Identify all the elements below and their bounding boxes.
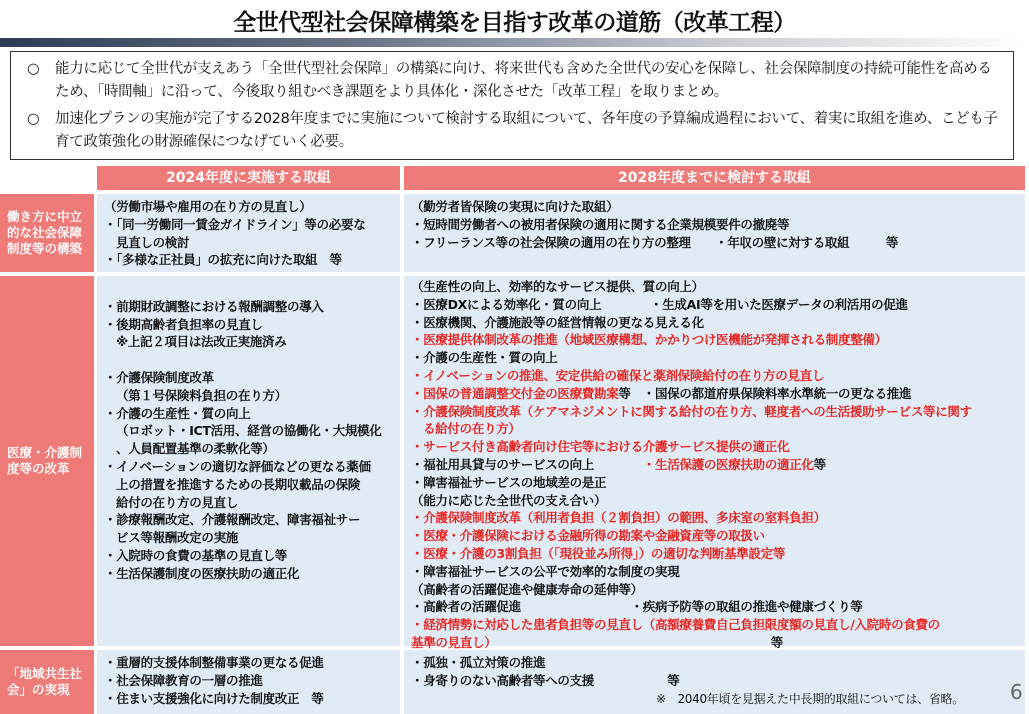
list-item: ・医療・介護保険における金融所得の勘案や金融資産等の取扱い (411, 528, 765, 544)
list-item: る給付の在り方） (423, 421, 521, 437)
list-item: ・社会保障教育の一層の推進 (104, 672, 263, 688)
list-item: （高齢者の活躍促進や健康寿命の延伸等） (411, 581, 643, 597)
list-item: ・「同一労働同一賃金ガイドライン」等の必要な (104, 216, 366, 232)
list-item: ・生活保護制度の医療扶助の適正化 (104, 565, 300, 581)
page-title: 全世代型社会保障構築を目指す改革の道筋（改革工程） (233, 10, 796, 36)
circle-bullet-icon: ○ (27, 111, 40, 127)
list-item: ・前期財政調整における報酬調整の導入 (104, 298, 324, 314)
list-item: （労働市場や雇用の在り方の見直し） (104, 199, 312, 214)
reform-table (0, 166, 1029, 714)
list-item: ・障害福祉サービスの公平で効率的な制度の実現 (411, 563, 680, 579)
page-number: 6 (1010, 680, 1023, 704)
list-item: ・住まい支援強化に向けた制度改正 等 (104, 690, 324, 706)
list-item: ・フリーランス等の社会保険の適用の在り方の整理 ・年収の壁に対する取組 等 (411, 234, 899, 250)
list-item: ・医療・介護の3割負担（「現役並み所得」）の適切な判断基準設定等 (411, 545, 786, 561)
list-item: ・身寄りのない高齢者等への支援 等 (411, 672, 680, 688)
list-item: （第１号保険料負担の在り方） (116, 387, 287, 403)
list-item: （能力に応じた全世代の支え合い） (411, 492, 607, 508)
cell-2024-medical-care (97, 276, 400, 646)
circle-bullet-icon: ○ (27, 61, 40, 77)
list-item: ・介護保険制度改革（ケアマネジメントに関する給付の在り方、軽度者への生活援助サービス等に関す (411, 403, 972, 419)
row-header-work-style: 働き方に中立的な社会保障制度等の構築 (0, 194, 94, 272)
list-item: 、人員配置基準の柔軟化等） (116, 441, 275, 457)
list-item: ・介護の生産性・質の向上 (104, 405, 251, 421)
list-item: ・介護保険制度改革 (104, 369, 214, 385)
list-item: 基準の見直し） 等 (411, 634, 783, 650)
cell-2028-work-style (404, 194, 1025, 272)
list-item: 見直しの検討 (116, 234, 190, 250)
title-underline-bar (0, 38, 1029, 47)
list-item: ・入院時の食費の基準の見直し等 (104, 547, 288, 563)
list-item: ・短時間労働者への被用者保険の適用に関する企業規模要件の撤廃等 (411, 216, 790, 232)
list-item: 上の措置を推進するための長期収載品の保険 (116, 476, 361, 492)
list-item: （勤労者皆保険の実現に向けた取組） (411, 199, 619, 214)
list-item: ・医療提供体制改革の推進（地域医療構想、かかりつけ医機能が発揮される制度整備） (411, 332, 887, 348)
summary-item (27, 58, 1003, 104)
list-item: ビス等報酬改定の実施 (116, 530, 239, 546)
list-item: ・イノベーションの推進、安定供給の確保と薬剤保険給付の在り方の見直し (411, 367, 825, 383)
summary-box (10, 51, 1014, 160)
list-item: ・イノベーションの適切な評価などの更なる薬価 (104, 458, 371, 474)
cell-2028-medical-care (404, 276, 1025, 650)
list-item (104, 351, 394, 369)
list-item: （ロボット・ICT活用、経営の協働化・大規模化 (116, 423, 382, 439)
list-item: ・「多様な正社員」の拡充に向けた取組 等 (104, 252, 342, 268)
list-item (104, 280, 394, 298)
list-item: ・診療報酬改定、介護報酬改定、障害福祉サー (104, 512, 361, 528)
summary-item (27, 108, 1003, 154)
column-header-2024: 2024年度に実施する取組 (97, 166, 400, 190)
list-item: ・医療機関、介護施設等の経営情報の更なる見える化 (411, 314, 704, 330)
summary-text: 能力に応じて全世代が支えあう「全世代型社会保障」の構築に向け、将来世代も含めた全世代の安心を保障し、社会保障制度の持続可能性を高めるため、「時間軸」に沿って、今後取り組むべき課題をより具体化・深化させた「改革工程」を取りまとめ。 (55, 61, 992, 100)
list-item: ・医療DXによる効率化・質の向上 ・生成AI等を用いた医療データの利活用の促進 (411, 296, 908, 312)
list-item: 給付の在り方の見直し (116, 494, 239, 510)
list-item: ※上記２項目は法改正実施済み (116, 334, 287, 350)
list-item: ・後期高齢者負担率の見直し (104, 316, 263, 332)
list-item: ・経済情勢に対応した患者負担等の見直し（高額療養費自己負担限度額の見直し/入院時の食費の (411, 617, 940, 633)
list-item: ・障害福祉サービスの地域差の是正 (411, 474, 607, 490)
list-item: ・サービス付き高齢者向け住宅等における介護サービス提供の適正化 (411, 439, 790, 455)
cell-2024-community (97, 650, 400, 714)
list-item: ・介護の生産性・質の向上 (411, 350, 558, 366)
list-item: ・重層的支援体制整備事業の更なる促進 (104, 655, 324, 670)
list-item: ・高齢者の活躍促進 ・疾病予防等の取組の推進や健康づくり等 (411, 599, 863, 615)
footnote: ※ 2040年頃を見据えた中長期的取組については、省略。 (656, 692, 964, 706)
row-header-medical-care: 医療・介護制度等の改革 (0, 276, 94, 646)
summary-text: 加速化プランの実施が完了する2028年度までに実施について検討する取組について、各年度の予算編成過程において、着実に取組を進め、こども子育て政策強化の財源確保につなげていく必要。 (55, 111, 998, 150)
list-item: ・福祉用具貸与のサービスの向上 ・生活保護の医療扶助の適正化等 (411, 456, 826, 472)
row-header-community: 「地域共生社会」の実現 (0, 650, 94, 714)
cell-2024-work-style (97, 194, 400, 272)
list-item: （生産性の向上、効率的なサービス提供、質の向上） (411, 279, 704, 294)
list-item: ・孤独・孤立対策の推進 (411, 655, 546, 670)
list-item: ・国保の普通調整交付金の医療費勘案等 ・国保の都道府県保険料率水準統一の更なる推進 (411, 385, 912, 401)
list-item: ・介護保険制度改革（利用者負担（２割負担）の範囲、多床室の室料負担） (411, 510, 826, 526)
column-header-2028: 2028年度までに検討する取組 (404, 166, 1025, 190)
